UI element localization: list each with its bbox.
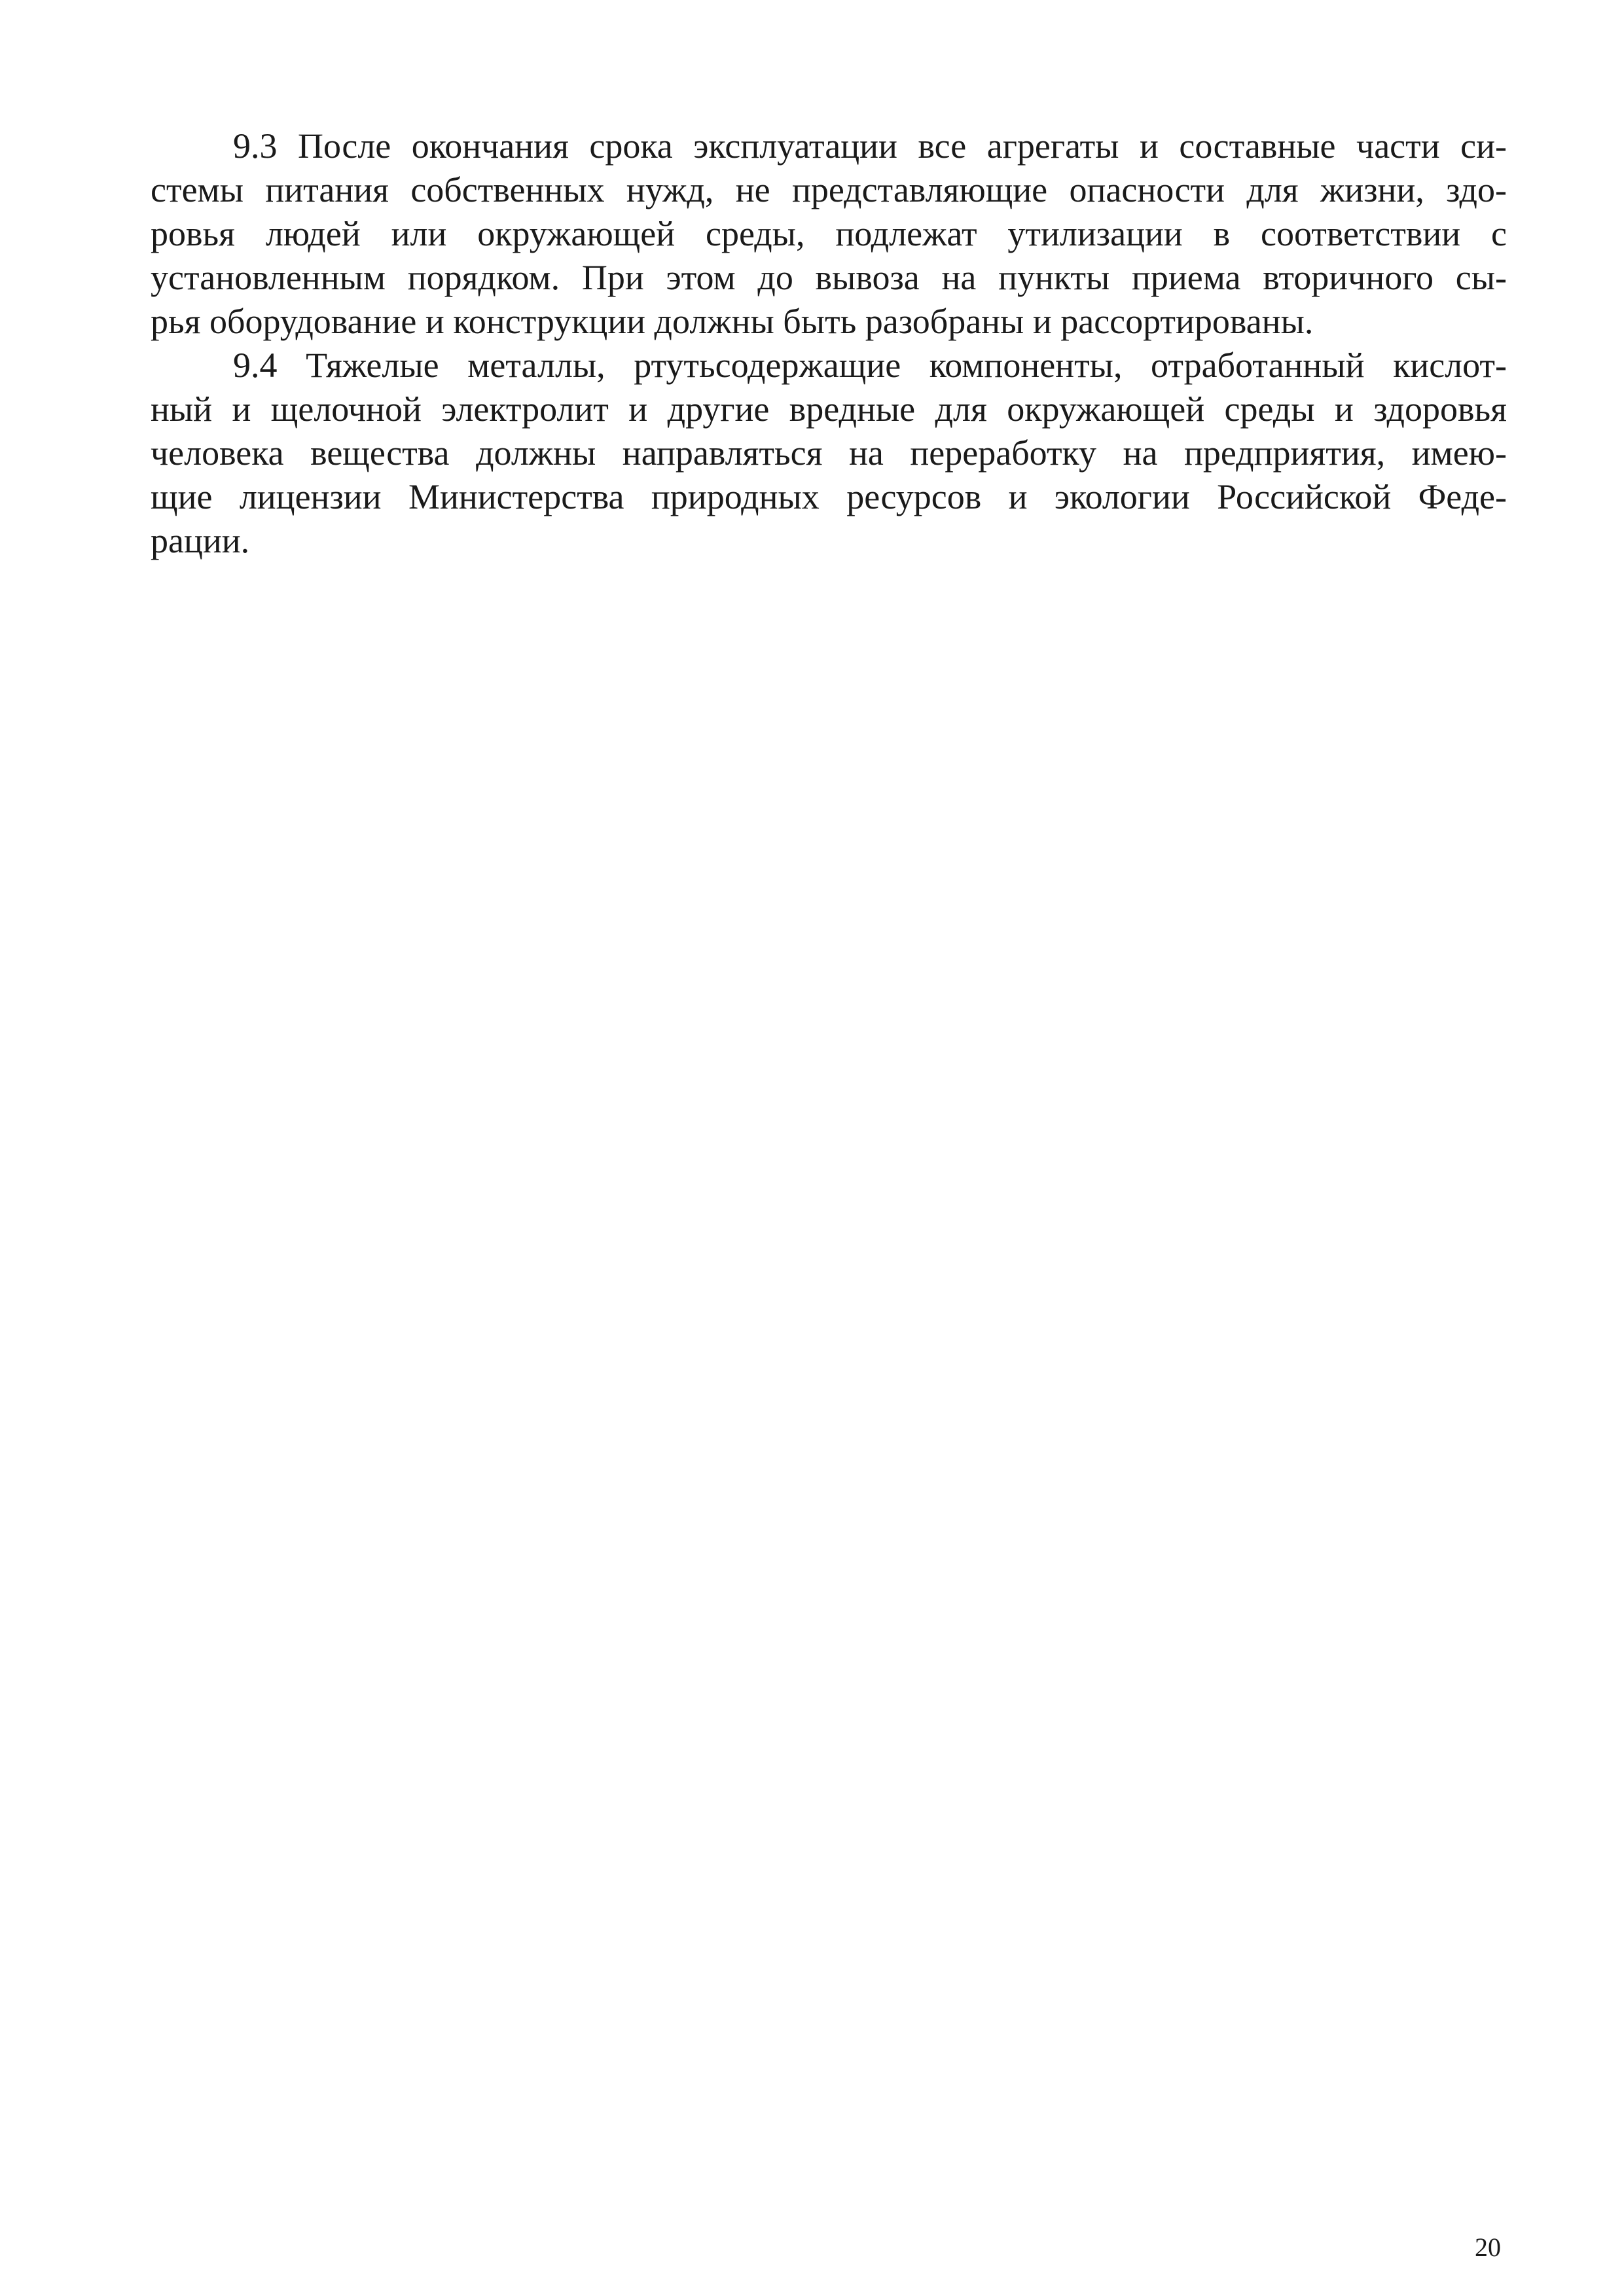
paragraph-line: ный и щелочной электролит и другие вредные для окружающей среды и здоровья xyxy=(151,389,1507,429)
paragraph-9-3 xyxy=(151,124,1507,344)
paragraph-line: рья оборудование и конструкции должны быть разобраны и рассортированы. xyxy=(151,302,1314,341)
paragraph-line: человека вещества должны направляться на переработку на предприятия, имею- xyxy=(151,433,1507,473)
paragraph-line: ровья людей или окружающей среды, подлежат утилизации в соответствии с xyxy=(151,214,1507,253)
paragraph-line: 9.3 После окончания срока эксплуатации все агрегаты и составные части си- xyxy=(233,126,1507,166)
paragraph-line: рации. xyxy=(151,521,250,560)
paragraph-9-4 xyxy=(151,344,1507,563)
paragraph-line: щие лицензии Министерства природных ресурсов и экологии Российской Феде- xyxy=(151,477,1507,516)
paragraph-line: стемы питания собственных нужд, не представляющие опасности для жизни, здо- xyxy=(151,170,1507,209)
paragraph-line: установленным порядком. При этом до вывоза на пункты приема вторичного сы- xyxy=(151,258,1507,297)
page-number: 20 xyxy=(1475,2233,1501,2262)
paragraph-line: 9.4 Тяжелые металлы, ртутьсодержащие компоненты, отработанный кислот- xyxy=(233,346,1507,385)
page-body xyxy=(151,124,1507,563)
